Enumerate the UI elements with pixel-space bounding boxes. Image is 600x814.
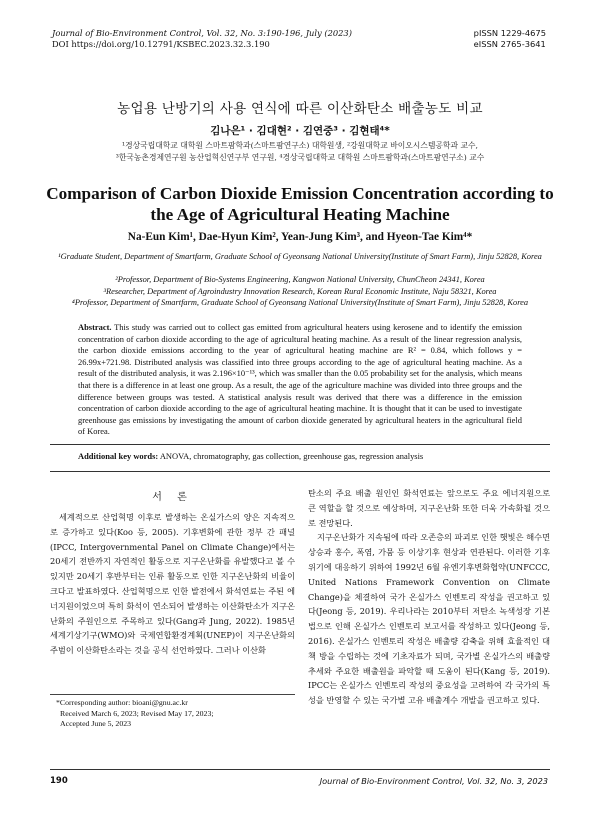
body-paragraph: 탄소의 주요 배출 원인인 화석연료는 앞으로도 주요 에너지원으로 큰 역할을 할 것으로 예상하며, 지구온난화 또한 더욱 가속화될 것으로 전망된다. — [308, 488, 550, 528]
english-affiliation-2: ²Professor, Department of Bio-Systems Engineering, Kangwon National University, ChunCheon 24341, Korea — [115, 275, 485, 284]
eissn: eISSN 2765-3641 — [473, 39, 546, 49]
english-affiliation-4: ⁴Professor, Department of Smartfarm, Graduate School of Gyeonsang National University(Institute of Smart Farm), Jinju 52828, Korea — [71, 298, 529, 307]
abstract — [78, 322, 522, 438]
issn-block — [474, 28, 546, 50]
divider — [50, 471, 550, 472]
english-affiliation-1: ¹Graduate Student, Department of Smartfarm, Graduate School of Gyeonsang National University(Institute of Smart Farm), Jinju 52828, Korea — [58, 252, 542, 261]
english-title: Comparison of Carbon Dioxide Emission Concentration according to the Age of Agricultural Heating Machine — [46, 184, 554, 224]
accepted-date: Accepted June 5, 2023 — [60, 719, 132, 729]
journal-header — [52, 28, 352, 50]
footnote-divider — [50, 694, 295, 695]
footer-divider — [50, 769, 550, 770]
english-affiliation-3: ³Researcher, Department of Agroindustry Innovation Research, Korean Rural Economic Institute, Naju 58321, Korea — [103, 286, 497, 296]
korean-authors: 김나은¹ · 김대현² · 김연중³ · 김현태⁴* — [210, 125, 390, 137]
section-heading: 서 론 — [152, 492, 193, 503]
english-authors: Na-Eun Kim¹, Dae-Hyun Kim², Yean-Jung Kim³, and Hyeon-Tae Kim⁴* — [127, 231, 473, 243]
journal-citation: Journal of Bio-Environment Control, Vol. 32, No. 3:190-196, July (2023) — [52, 28, 352, 38]
corresponding-author: *Corresponding author: bioani@gnu.ac.kr — [56, 698, 188, 707]
pissn: pISSN 1229-4675 — [473, 28, 546, 38]
keywords-text: ANOVA, chromatography, gas collection, greenhouse gas, regression analysis — [159, 451, 424, 461]
page-number: 190 — [50, 776, 68, 786]
abstract-label: Abstract. — [78, 322, 112, 332]
footnotes — [56, 698, 296, 730]
keywords — [78, 451, 522, 462]
korean-title: 농업용 난방기의 사용 연식에 따른 이산화탄소 배출농도 비교 — [117, 101, 483, 117]
keywords-label: Additional key words: — [78, 451, 159, 461]
korean-affiliation-2: ³한국농촌경제연구원 농산업혁신연구부 연구원, ⁴경상국립대학교 대학원 스마트팜학과(스마트팜연구소) 교수 — [115, 153, 485, 162]
divider — [50, 444, 550, 445]
body-column-left — [50, 510, 295, 658]
received-dates: Received March 6, 2023; Revised May 17, 2023; — [60, 708, 214, 718]
abstract-text: This study was carried out to collect gas emitted from agricultural heaters using kerosene and to identify the emission concentration of carbon dioxide according to the age of agricultural heating machine. As a result of the linear regression analysis, the carbon dioxide emissions according to the year of agricultural heating machine are R² = 0.84, which follows y = 26.99x+721.98. Distributed analysis was classified into three groups according to the age of agricultural heating machine. As a result of the distributed analysis, it was 2.196×10⁻¹³, which was smaller than the 0.05 probability set for the analysis, which means that there is a difference in at least one group. As a result, the age of the agriculture machine was divided into three groups and the difference between groups was tested. A statistical analysis result was derived that there was a difference in the emission concentration of carbon dioxide according to the age of agricultural heating machine. It is thought that it can be used to investigate greenhouse gas emissions by investigating the amount of carbon dioxide generated by agricultural heaters in the agricultural field of Korea. — [78, 322, 522, 437]
body-paragraph: 지구온난화가 지속됨에 따라 오존층의 파괴로 인한 햇빛은 해수면 상승과 홍수, 폭염, 가뭄 등 이상기후 현상과 연관된다. 이러한 기후위기에 대응하기 위하여 1992년 6월 유엔기후변화협약(UNFCCC, United Nations Framework Convention on Climate Change)을 체결하여 국가 온실가스 인벤토리 작성을 권고하고 있다(Jeong 등, 2019). 우리나라는 2010부터 저탄소 녹색성장 기본법으로 인해 온실가스 인벤토리 보고서를 작성하고 있다(Jeong 등, 2016). 온실가스 인벤토리 작성은 배출량 감축을 위해 효율적인 대책 방을 수립하는 것에 기초자료가 되며, 국가별 온실가스의 배출량 추세와 주요한 배출원을 파악할 때 도움이 된다(Kang 등, 2019). IPCC는 온실가스 인벤토리 작성의 중요성을 고려하여 각 국가의 특성을 반영할 수 있는 국가별 고유 배출계수 개발을 권고하고 있다. — [308, 532, 550, 706]
footer-journal: Journal of Bio-Environment Control, Vol. 32, No. 3, 2023 — [319, 776, 548, 786]
body-column-right — [308, 486, 550, 708]
korean-affiliation-1: ¹경상국립대학교 대학원 스마트팜학과(스마트팜연구소) 대학원생, ²강원대학교 바이오시스템공학과 교수, — [121, 141, 479, 150]
body-paragraph: 세계적으로 산업혁명 이후로 발생하는 온실가스의 양은 지속적으로 증가하고 있다(Koo 등, 2005). 기후변화에 관한 정부 간 패널(IPCC, Intergovernmental Panel on Climate Change)에서는 20세기 전반까지 자연적인 활동으로 지구온난화를 유발했다고 볼 수 있지만 20세기 후반부터는 인류 활동으로 인한 지구온난화의 비율이 크다고 발표하였다. 산업혁명으로 인한 발전에서 화석연료는 주된 에너지원이었으며 특히 화석이 연소되어 발생하는 이산화탄소가 지구온난화의 주원인으로 주목하고 있다(Gang과 Jung, 2022). 1985년 세계기상기구(WMO)와 국제연합환경계획(UNEP)이 지구온난화의 주범이 이산화탄소라는 것을 공식 선언하였다. 그러나 이산화 — [50, 512, 295, 656]
doi-link[interactable]: DOI https://doi.org/10.12791/KSBEC.2023.32.3.190 — [52, 39, 270, 49]
